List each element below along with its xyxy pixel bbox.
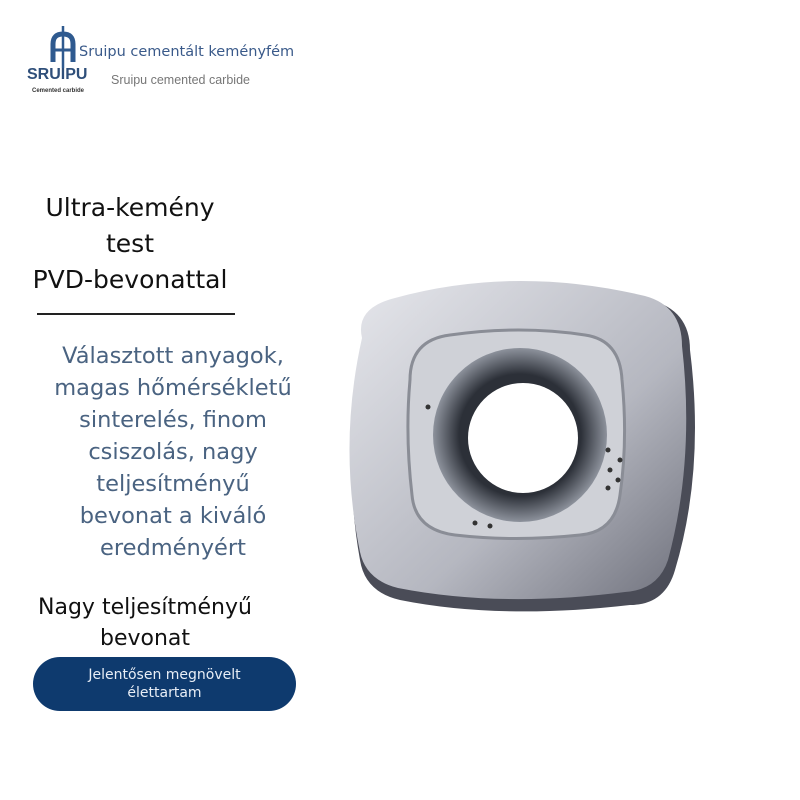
- headline-line: Ultra-kemény: [45, 193, 215, 222]
- subheading-line: bevonat: [99, 626, 191, 651]
- headline-line: PVD-bevonattal: [32, 265, 228, 294]
- description: [28, 340, 318, 564]
- description-line: Választott anyagok,: [62, 343, 284, 369]
- description-line: sinterelés, finom: [79, 407, 267, 433]
- description-line: teljesítményű: [96, 471, 250, 497]
- description-line: csiszolás, nagy: [88, 439, 258, 465]
- headline-line: test: [105, 229, 154, 258]
- description-line: bevonat a kiváló: [79, 503, 267, 529]
- carbide-insert-image: [330, 270, 710, 634]
- feature-badge: [33, 657, 296, 711]
- subheading: [10, 592, 280, 654]
- badge-line: Jelentősen megnövelt: [88, 667, 241, 683]
- logo-wordmark: SRUIPU: [27, 66, 88, 83]
- description-line: eredményért: [100, 535, 246, 561]
- brand-name-hu: Sruipu cementált keményfém: [79, 44, 295, 60]
- brand-name-en: Sruipu cemented carbide: [111, 73, 250, 87]
- headline: [10, 190, 250, 298]
- badge-line: élettartam: [127, 685, 202, 701]
- subheading-line: Nagy teljesítményű: [38, 595, 252, 620]
- logo-subtext: Cemented carbide: [32, 88, 85, 94]
- divider: [37, 313, 235, 315]
- description-line: magas hőmérsékletű: [54, 375, 292, 401]
